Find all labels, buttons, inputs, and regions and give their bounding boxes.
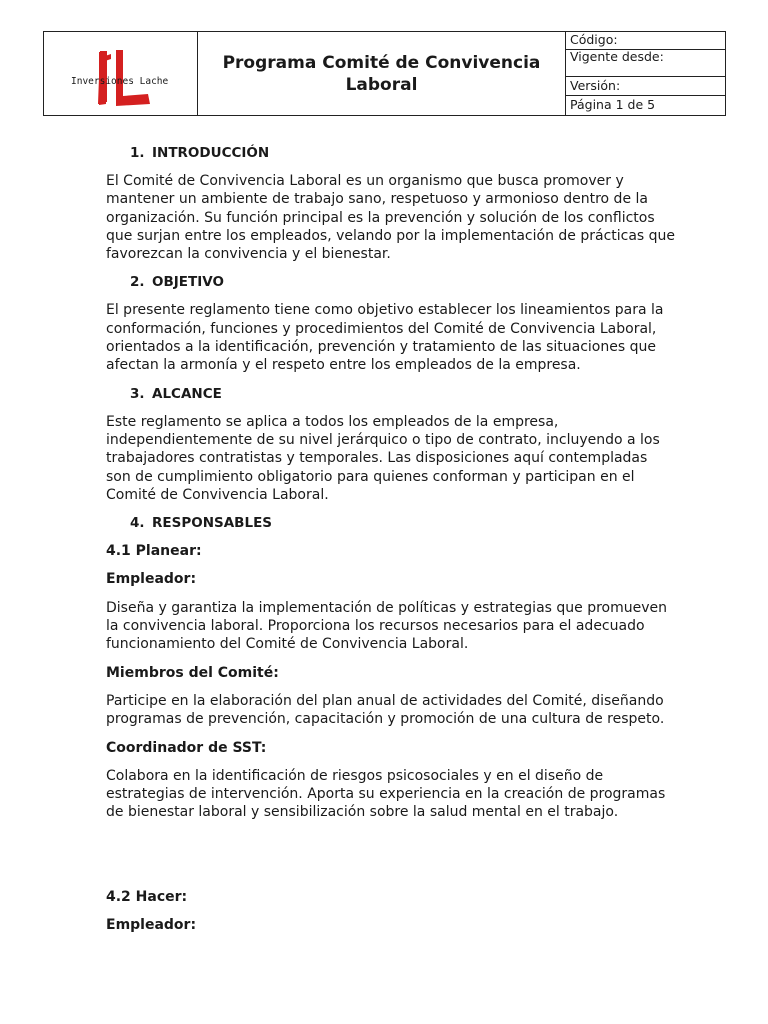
section-number: 4. xyxy=(130,515,145,532)
role-paragraph: Participe en la elaboración del plan anual de actividades del Comité, diseñando programas de prevención, capacitación y promoción de una cultura de respeto. xyxy=(106,692,665,728)
section-number: 3. xyxy=(130,385,145,402)
role-label: Coordinador de SST: xyxy=(106,739,267,756)
section-title: ALCANCE xyxy=(152,385,222,402)
section-heading xyxy=(130,385,676,403)
role-label: Miembros del Comité: xyxy=(106,664,279,681)
section-heading xyxy=(130,514,676,532)
role-label: Empleador: xyxy=(106,917,197,934)
logo-mark-icon xyxy=(44,32,198,117)
role-paragraph: Diseña y garantiza la implementación de políticas y estrategias que promueven la convivencia laboral. Proporciona los recursos necesarios para el adecuado funcionamiento del Comité de Convivencia Laboral. xyxy=(106,599,668,653)
document-meta xyxy=(566,32,725,115)
document-body xyxy=(106,144,676,944)
section-paragraph: Este reglamento se aplica a todos los empleados de la empresa, independientemente de su nivel jerárquico o tipo de contrato, incluyendo a los trabajadores contratistas y temporales. Las disposiciones aquí contempladas son de cumplimiento obligatorio para quienes conforman y participan en el Comité de Convivencia Laboral. xyxy=(106,413,660,503)
subsection-heading: 4.1 Planear: xyxy=(106,543,202,560)
section-title: OBJETIVO xyxy=(152,274,224,291)
section-paragraph: El Comité de Convivencia Laboral es un organismo que busca promover y mantener un ambiente de trabajo sano, respetuoso y armonioso dentro de la organización. Su función principal es la prevención y solución de los conflictos que surjan entre los empleados, velando por la implementación de prácticas que favorezcan la convivencia y el bienestar. xyxy=(106,173,676,263)
section-paragraph: El presente reglamento tiene como objetivo establecer los lineamientos para la conformación, funciones y procedimientos del Comité de Convivencia Laboral, orientados a la identificación, prevención y tratamiento de las situaciones que afectan la armonía y el respeto entre los empleados de la empresa. xyxy=(106,302,664,374)
role-label: Empleador: xyxy=(106,571,197,588)
logo-text: Inversiones Lache xyxy=(71,76,169,87)
company-logo xyxy=(44,32,198,115)
codigo-field: Código: xyxy=(566,32,725,50)
vigente-field: Vigente desde: xyxy=(566,50,725,77)
section-heading xyxy=(130,144,676,162)
document-title: Programa Comité de Convivencia Laboral xyxy=(198,32,566,115)
spacer xyxy=(106,832,676,888)
section-number: 1. xyxy=(130,145,145,161)
subsection-heading: 4.2 Hacer: xyxy=(106,888,188,905)
role-paragraph: Colabora en la identificación de riesgos psicosociales y en el diseño de estrategias de intervención. Aporta su experiencia en la creación de programas de bienestar laboral y sensibilización sobre la salud mental en el trabajo. xyxy=(106,767,666,821)
section-title: INTRODUCCIÓN xyxy=(152,145,270,161)
section-title: RESPONSABLES xyxy=(152,515,273,532)
section-heading xyxy=(130,273,676,291)
page-number: Página 1 de 5 xyxy=(570,97,656,112)
section-number: 2. xyxy=(130,274,145,291)
version-field: Versión: xyxy=(566,77,725,96)
document-header xyxy=(43,31,726,116)
